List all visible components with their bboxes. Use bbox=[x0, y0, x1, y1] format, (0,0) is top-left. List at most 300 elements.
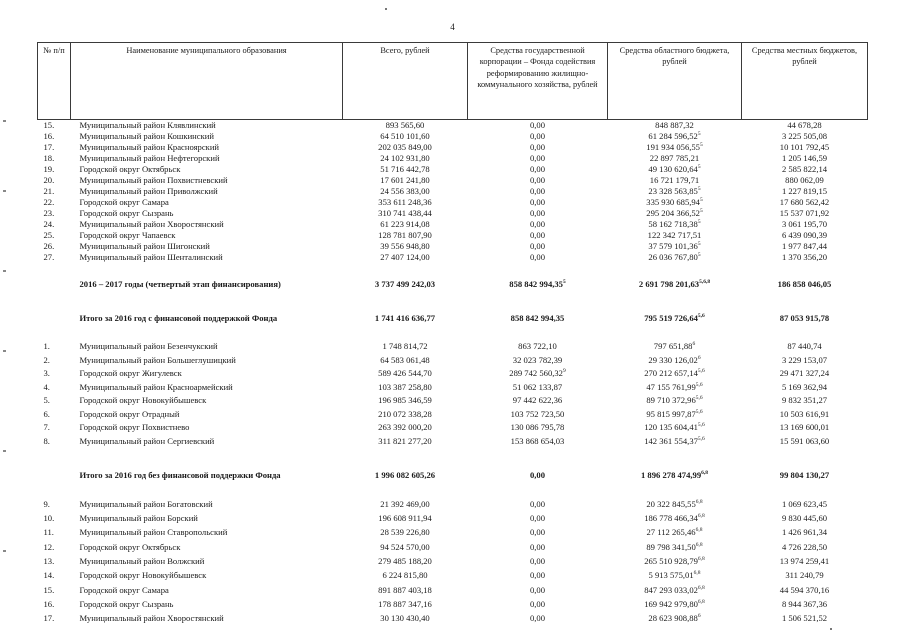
spacer-row bbox=[38, 263, 868, 278]
cell-num-value: 4. bbox=[43, 381, 50, 392]
cell-local bbox=[742, 230, 868, 241]
cell-num-value: 5. bbox=[43, 395, 50, 406]
cell-total bbox=[343, 164, 468, 175]
cell-num bbox=[38, 153, 71, 164]
cell-total-value: 64 583 061,48 bbox=[380, 354, 430, 365]
cell-region-value: 2 691 798 201,63 bbox=[638, 279, 700, 290]
cell-region-value: 49 130 620,64 bbox=[648, 164, 698, 175]
cell-region-value: 89 710 372,96 bbox=[646, 395, 696, 406]
cell-fund bbox=[468, 164, 608, 175]
cell-region bbox=[608, 540, 742, 554]
cell-name bbox=[71, 241, 343, 252]
cell-fund bbox=[468, 497, 608, 511]
cell-num bbox=[38, 131, 71, 142]
cell-num bbox=[38, 421, 71, 435]
cell-region-footnote: 5,6 bbox=[695, 381, 703, 388]
cell-local-value: 15 591 063,60 bbox=[779, 435, 830, 446]
cell-local bbox=[742, 340, 868, 354]
cell-region-value: 795 519 726,64 bbox=[644, 313, 698, 324]
cell-fund-value: 32 023 782,39 bbox=[512, 354, 563, 365]
cell-num bbox=[38, 381, 71, 395]
table-row bbox=[38, 175, 868, 186]
cell-fund bbox=[468, 568, 608, 582]
cell-local bbox=[742, 153, 868, 164]
cell-total bbox=[343, 252, 468, 263]
cell-fund bbox=[468, 219, 608, 230]
cell-total-value: 1 996 082 605,26 bbox=[374, 470, 436, 481]
table-row bbox=[38, 197, 868, 208]
cell-region-value: 335 930 685,94 bbox=[646, 197, 700, 208]
cell-fund-value: 130 086 795,78 bbox=[510, 422, 565, 433]
cell-total-value: 6 224 815,80 bbox=[382, 570, 428, 581]
cell-num bbox=[38, 252, 71, 263]
cell-name-value: Муниципальный район Безенчукский bbox=[79, 341, 218, 352]
cell-fund-value: 0,00 bbox=[529, 153, 546, 164]
cell-local bbox=[742, 142, 868, 153]
cell-local bbox=[742, 241, 868, 252]
cell-region-footnote: 5,6 bbox=[697, 422, 705, 429]
cell-total bbox=[343, 435, 468, 449]
table-row bbox=[38, 421, 868, 435]
cell-fund-footnote: 9 bbox=[562, 368, 566, 375]
cell-num bbox=[38, 583, 71, 597]
cell-region-footnote: 5,6 bbox=[697, 368, 705, 375]
cell-name-value: Муниципальный район Приволжский bbox=[79, 186, 218, 197]
spacer-row bbox=[38, 482, 868, 497]
cell-name-value: Городской округ Сызрань bbox=[79, 598, 174, 609]
cell-name-value: Муниципальный район Хворостянский bbox=[79, 613, 224, 624]
cell-num bbox=[38, 142, 71, 153]
cell-region bbox=[608, 142, 742, 153]
cell-fund-value: 0,00 bbox=[529, 120, 546, 131]
cell-total-value: 210 072 338,28 bbox=[378, 408, 432, 419]
cell-num-value: 15. bbox=[43, 120, 55, 131]
cell-fund-value: 0,00 bbox=[529, 584, 546, 595]
cell-fund bbox=[468, 120, 608, 132]
cell-region-value: 270 212 657,14 bbox=[644, 368, 698, 379]
cell-local-value: 5 169 362,94 bbox=[781, 381, 828, 392]
cell-fund-value: 863 722,10 bbox=[518, 341, 557, 352]
cell-total bbox=[343, 597, 468, 611]
cell-total bbox=[343, 408, 468, 422]
cell-fund-value: 0,00 bbox=[529, 252, 546, 263]
cell-fund bbox=[468, 381, 608, 395]
cell-local bbox=[742, 597, 868, 611]
cell-fund-value: 0,00 bbox=[529, 513, 546, 524]
cell-num-value: 8. bbox=[43, 435, 50, 446]
cell-local-value: 1 506 521,52 bbox=[781, 613, 828, 624]
cell-name-value: 2016 – 2017 годы (четвертый этап финансирования) bbox=[79, 279, 281, 290]
cell-name bbox=[71, 219, 343, 230]
cell-region-footnote: 5,6 bbox=[695, 408, 703, 415]
cell-region bbox=[608, 354, 742, 368]
cell-local bbox=[742, 354, 868, 368]
cell-name-value: Муниципальный район Большеглушицкий bbox=[79, 354, 236, 365]
cell-num-value: 23. bbox=[43, 208, 55, 219]
cell-region-footnote: 5 bbox=[697, 252, 701, 259]
cell-region-value: 142 361 554,37 bbox=[644, 435, 698, 446]
cell-num-value: 20. bbox=[43, 175, 55, 186]
cell-region bbox=[608, 312, 742, 325]
cell-num-value: 16. bbox=[43, 131, 55, 142]
cell-name-value: Муниципальный район Красноармейский bbox=[79, 381, 233, 392]
cell-name-value: Городской округ Новокуйбышевск bbox=[79, 395, 207, 406]
cell-total-value: 61 223 914,08 bbox=[380, 219, 430, 230]
cell-region bbox=[608, 554, 742, 568]
cell-local-value: 8 944 367,36 bbox=[781, 598, 828, 609]
cell-region-value: 169 942 979,80 bbox=[644, 598, 698, 609]
cell-fund bbox=[468, 153, 608, 164]
cell-fund-value: 0,00 bbox=[529, 142, 546, 153]
cell-local-value: 3 061 195,70 bbox=[781, 219, 828, 230]
table-row bbox=[38, 164, 868, 175]
cell-name bbox=[71, 197, 343, 208]
table-row bbox=[38, 367, 868, 381]
cell-name-value: Городской округ Жигулевск bbox=[79, 368, 182, 379]
cell-region-value: 5 913 575,01 bbox=[648, 570, 694, 581]
cell-total bbox=[343, 469, 468, 482]
cell-total bbox=[343, 278, 468, 291]
cell-name bbox=[71, 469, 343, 482]
cell-region-value: 28 623 908,88 bbox=[648, 613, 698, 624]
cell-fund-value: 0,00 bbox=[529, 470, 546, 481]
cell-total-value: 51 716 442,78 bbox=[380, 164, 430, 175]
cell-region-footnote: 6 bbox=[692, 341, 696, 348]
cell-local bbox=[742, 131, 868, 142]
cell-name bbox=[71, 142, 343, 153]
cell-fund bbox=[468, 554, 608, 568]
cell-region-footnote: 5 bbox=[697, 241, 701, 248]
cell-local bbox=[742, 278, 868, 291]
table-row bbox=[38, 230, 868, 241]
cell-fund bbox=[468, 394, 608, 408]
header-num: № п/п bbox=[38, 43, 71, 120]
cell-total bbox=[343, 312, 468, 325]
cell-fund-value: 0,00 bbox=[529, 131, 546, 142]
cell-region bbox=[608, 497, 742, 511]
cell-num-value: 18. bbox=[43, 153, 55, 164]
table-row bbox=[38, 394, 868, 408]
cell-name-value: Городской округ Сызрань bbox=[79, 208, 174, 219]
cell-local bbox=[742, 469, 868, 482]
cell-fund bbox=[468, 175, 608, 186]
cell-region bbox=[608, 208, 742, 219]
cell-fund bbox=[468, 540, 608, 554]
cell-local bbox=[742, 394, 868, 408]
cell-local bbox=[742, 367, 868, 381]
cell-region-footnote: 6,8 bbox=[693, 570, 701, 577]
cell-name bbox=[71, 186, 343, 197]
cell-name bbox=[71, 421, 343, 435]
cell-name bbox=[71, 540, 343, 554]
cell-total-value: 94 524 570,00 bbox=[380, 541, 430, 552]
cell-region-footnote: 5,6 bbox=[697, 435, 705, 442]
cell-local-value: 4 726 228,50 bbox=[781, 541, 828, 552]
cell-total bbox=[343, 497, 468, 511]
cell-fund bbox=[468, 421, 608, 435]
cell-name bbox=[71, 511, 343, 525]
table-row bbox=[38, 219, 868, 230]
cell-region-footnote: 6,8 bbox=[697, 584, 705, 591]
cell-total-value: 24 556 383,00 bbox=[380, 186, 430, 197]
cell-num-value: 11. bbox=[43, 527, 54, 538]
cell-name bbox=[71, 312, 343, 325]
cell-num-value: 15. bbox=[43, 584, 55, 595]
cell-total bbox=[343, 175, 468, 186]
cell-region bbox=[608, 421, 742, 435]
cell-fund-value: 0,00 bbox=[529, 498, 546, 509]
cell-name bbox=[71, 278, 343, 291]
cell-fund-value: 0,00 bbox=[529, 175, 546, 186]
cell-fund-value: 97 442 622,36 bbox=[512, 395, 563, 406]
cell-region-footnote: 5,6 bbox=[695, 395, 703, 402]
cell-local-value: 1 227 819,15 bbox=[781, 186, 828, 197]
cell-region-footnote: 6,8 bbox=[697, 598, 705, 605]
cell-name-value: Муниципальный район Кошкинский bbox=[79, 131, 214, 142]
cell-total bbox=[343, 540, 468, 554]
table-row bbox=[38, 435, 868, 449]
spacer-row bbox=[38, 325, 868, 340]
cell-name-value: Городской округ Новокуйбышевск bbox=[79, 570, 207, 581]
cell-local bbox=[742, 583, 868, 597]
cell-num bbox=[38, 469, 71, 482]
cell-region-footnote: 6,8 bbox=[701, 470, 709, 477]
cell-region-value: 1 896 278 474,99 bbox=[640, 470, 702, 481]
cell-name bbox=[71, 381, 343, 395]
cell-name-value: Муниципальный район Борский bbox=[79, 513, 198, 524]
cell-local-value: 17 680 562,42 bbox=[779, 197, 830, 208]
cell-local-value: 3 229 153,07 bbox=[781, 354, 828, 365]
cell-region bbox=[608, 120, 742, 132]
cell-name-value: Муниципальный район Сергиевский bbox=[79, 435, 215, 446]
cell-region-value: 847 293 033,02 bbox=[644, 584, 698, 595]
cell-fund bbox=[468, 252, 608, 263]
cell-local bbox=[742, 568, 868, 582]
cell-num bbox=[38, 230, 71, 241]
cell-region-value: 186 778 466,34 bbox=[644, 513, 698, 524]
cell-fund bbox=[468, 230, 608, 241]
cell-region bbox=[608, 583, 742, 597]
header-local: Средства местных бюджетов, рублей bbox=[742, 43, 868, 120]
cell-fund-value: 0,00 bbox=[529, 527, 546, 538]
cell-local-value: 2 585 822,14 bbox=[781, 164, 828, 175]
cell-local bbox=[742, 120, 868, 132]
cell-fund-value: 0,00 bbox=[529, 570, 546, 581]
cell-total-value: 24 102 931,80 bbox=[380, 153, 430, 164]
cell-local-value: 44 678,28 bbox=[787, 120, 822, 131]
cell-local bbox=[742, 175, 868, 186]
cell-total-value: 891 887 403,18 bbox=[378, 584, 432, 595]
cell-local bbox=[742, 208, 868, 219]
cell-local bbox=[742, 526, 868, 540]
cell-num-value: 17. bbox=[43, 613, 55, 624]
cell-total-value: 196 985 346,59 bbox=[378, 395, 432, 406]
cell-num bbox=[38, 540, 71, 554]
cell-region-value: 120 135 604,41 bbox=[644, 422, 698, 433]
cell-num bbox=[38, 175, 71, 186]
cell-total bbox=[343, 611, 468, 625]
cell-local bbox=[742, 540, 868, 554]
cell-num bbox=[38, 554, 71, 568]
cell-total bbox=[343, 230, 468, 241]
cell-fund bbox=[468, 340, 608, 354]
cell-total-value: 279 485 188,20 bbox=[378, 556, 432, 567]
cell-total-value: 202 035 849,00 bbox=[378, 142, 432, 153]
cell-region bbox=[608, 526, 742, 540]
cell-total bbox=[343, 131, 468, 142]
cell-local-value: 1 069 623,45 bbox=[781, 498, 828, 509]
cell-fund-value: 0,00 bbox=[529, 556, 546, 567]
cell-name bbox=[71, 153, 343, 164]
cell-region-value: 37 579 101,36 bbox=[648, 241, 698, 252]
cell-local bbox=[742, 421, 868, 435]
cell-total-value: 3 737 499 242,03 bbox=[374, 279, 436, 290]
page-number: 4 bbox=[450, 22, 455, 32]
cell-total bbox=[343, 153, 468, 164]
cell-name-value: Муниципальный район Шигонский bbox=[79, 241, 210, 252]
binding-marks bbox=[3, 120, 9, 560]
cell-region bbox=[608, 164, 742, 175]
cell-name-value: Городской округ Похвистнево bbox=[79, 422, 190, 433]
cell-region bbox=[608, 197, 742, 208]
cell-fund bbox=[468, 526, 608, 540]
cell-num bbox=[38, 408, 71, 422]
cell-total bbox=[343, 511, 468, 525]
cell-num-value: 6. bbox=[43, 408, 50, 419]
cell-num-value: 16. bbox=[43, 598, 55, 609]
cell-num bbox=[38, 526, 71, 540]
cell-num-value: 10. bbox=[43, 513, 55, 524]
cell-num bbox=[38, 435, 71, 449]
cell-region-value: 89 798 341,50 bbox=[646, 541, 696, 552]
cell-name-value: Муниципальный район Волжский bbox=[79, 556, 205, 567]
table-row bbox=[38, 142, 868, 153]
table-row bbox=[38, 241, 868, 252]
cell-name-value: Муниципальный район Нефтегорский bbox=[79, 153, 220, 164]
cell-total-value: 28 539 226,80 bbox=[380, 527, 430, 538]
cell-region-footnote: 5 bbox=[699, 142, 703, 149]
table-header bbox=[38, 43, 868, 120]
cell-name-value: Итого за 2016 год без финансовой поддержки Фонда bbox=[79, 470, 281, 481]
cell-fund-value: 0,00 bbox=[529, 197, 546, 208]
cell-region-footnote: 5,6 bbox=[697, 313, 705, 320]
cell-num-value: 17. bbox=[43, 142, 55, 153]
cell-num bbox=[38, 340, 71, 354]
cell-num bbox=[38, 312, 71, 325]
cell-region-value: 848 887,32 bbox=[655, 120, 694, 131]
cell-name bbox=[71, 611, 343, 625]
cell-name-value: Городской округ Самара bbox=[79, 584, 169, 595]
cell-local bbox=[742, 197, 868, 208]
cell-total bbox=[343, 394, 468, 408]
cell-region-value: 58 162 718,38 bbox=[648, 219, 698, 230]
cell-name-value: Городской округ Чапаевск bbox=[79, 230, 176, 241]
cell-local-value: 13 974 259,41 bbox=[779, 556, 830, 567]
cell-total bbox=[343, 120, 468, 132]
cell-total-value: 27 407 124,00 bbox=[380, 252, 430, 263]
cell-num-value: 3. bbox=[43, 368, 50, 379]
cell-name-value: Муниципальный район Богатовский bbox=[79, 498, 213, 509]
table-row bbox=[38, 497, 868, 511]
cell-fund bbox=[468, 354, 608, 368]
table-row bbox=[38, 381, 868, 395]
cell-fund bbox=[468, 435, 608, 449]
cell-local-value: 44 594 370,16 bbox=[779, 584, 830, 595]
cell-total-value: 196 608 911,94 bbox=[378, 513, 432, 524]
cell-name bbox=[71, 568, 343, 582]
cell-total-value: 893 565,60 bbox=[385, 120, 425, 131]
cell-num bbox=[38, 278, 71, 291]
cell-fund bbox=[468, 131, 608, 142]
cell-name-value: Городской округ Октябрьск bbox=[79, 164, 181, 175]
cell-fund bbox=[468, 597, 608, 611]
cell-local bbox=[742, 554, 868, 568]
cell-local-value: 1 426 961,34 bbox=[781, 527, 828, 538]
cell-fund bbox=[468, 186, 608, 197]
cell-local bbox=[742, 497, 868, 511]
table-row bbox=[38, 568, 868, 582]
cell-name bbox=[71, 230, 343, 241]
cell-region bbox=[608, 131, 742, 142]
scan-dot bbox=[830, 628, 832, 630]
cell-local bbox=[742, 312, 868, 325]
cell-name bbox=[71, 340, 343, 354]
cell-total-value: 353 611 248,36 bbox=[378, 197, 432, 208]
cell-total bbox=[343, 219, 468, 230]
cell-local-value: 13 169 600,01 bbox=[779, 422, 830, 433]
cell-num bbox=[38, 208, 71, 219]
table-row bbox=[38, 526, 868, 540]
table-row bbox=[38, 540, 868, 554]
cell-name bbox=[71, 367, 343, 381]
cell-total-value: 103 387 258,80 bbox=[378, 381, 432, 392]
cell-region-footnote: 6,8 bbox=[697, 513, 705, 520]
table-row bbox=[38, 153, 868, 164]
cell-name-value: Городской округ Самара bbox=[79, 197, 169, 208]
cell-name-value: Итого за 2016 год с финансовой поддержкой Фонда bbox=[79, 313, 278, 324]
cell-region-footnote: 6,8 bbox=[697, 556, 705, 563]
cell-region-value: 265 510 928,79 bbox=[644, 556, 698, 567]
cell-local-value: 1 370 356,20 bbox=[781, 252, 828, 263]
cell-local-value: 15 537 071,92 bbox=[779, 208, 830, 219]
cell-name bbox=[71, 120, 343, 132]
cell-num bbox=[38, 394, 71, 408]
spacer-row bbox=[38, 448, 868, 469]
cell-local bbox=[742, 611, 868, 625]
cell-region bbox=[608, 611, 742, 625]
cell-region-value: 22 897 785,21 bbox=[649, 153, 700, 164]
cell-name bbox=[71, 554, 343, 568]
spacer-row bbox=[38, 291, 868, 312]
cell-region bbox=[608, 186, 742, 197]
cell-num-value: 27. bbox=[43, 252, 55, 263]
cell-fund bbox=[468, 583, 608, 597]
cell-total-value: 1 741 416 636,77 bbox=[374, 313, 436, 324]
cell-local bbox=[742, 435, 868, 449]
cell-total-value: 589 426 544,70 bbox=[378, 368, 432, 379]
cell-name-value: Муниципальный район Ставропольский bbox=[79, 527, 228, 538]
cell-num-value: 12. bbox=[43, 541, 55, 552]
cell-region bbox=[608, 241, 742, 252]
cell-name-value: Муниципальный район Шенталинский bbox=[79, 252, 223, 263]
cell-fund-value: 0,00 bbox=[529, 241, 546, 252]
cell-region bbox=[608, 340, 742, 354]
table-body bbox=[38, 120, 868, 626]
cell-total-value: 39 556 948,80 bbox=[380, 241, 430, 252]
cell-total bbox=[343, 186, 468, 197]
cell-region bbox=[608, 381, 742, 395]
cell-total bbox=[343, 554, 468, 568]
